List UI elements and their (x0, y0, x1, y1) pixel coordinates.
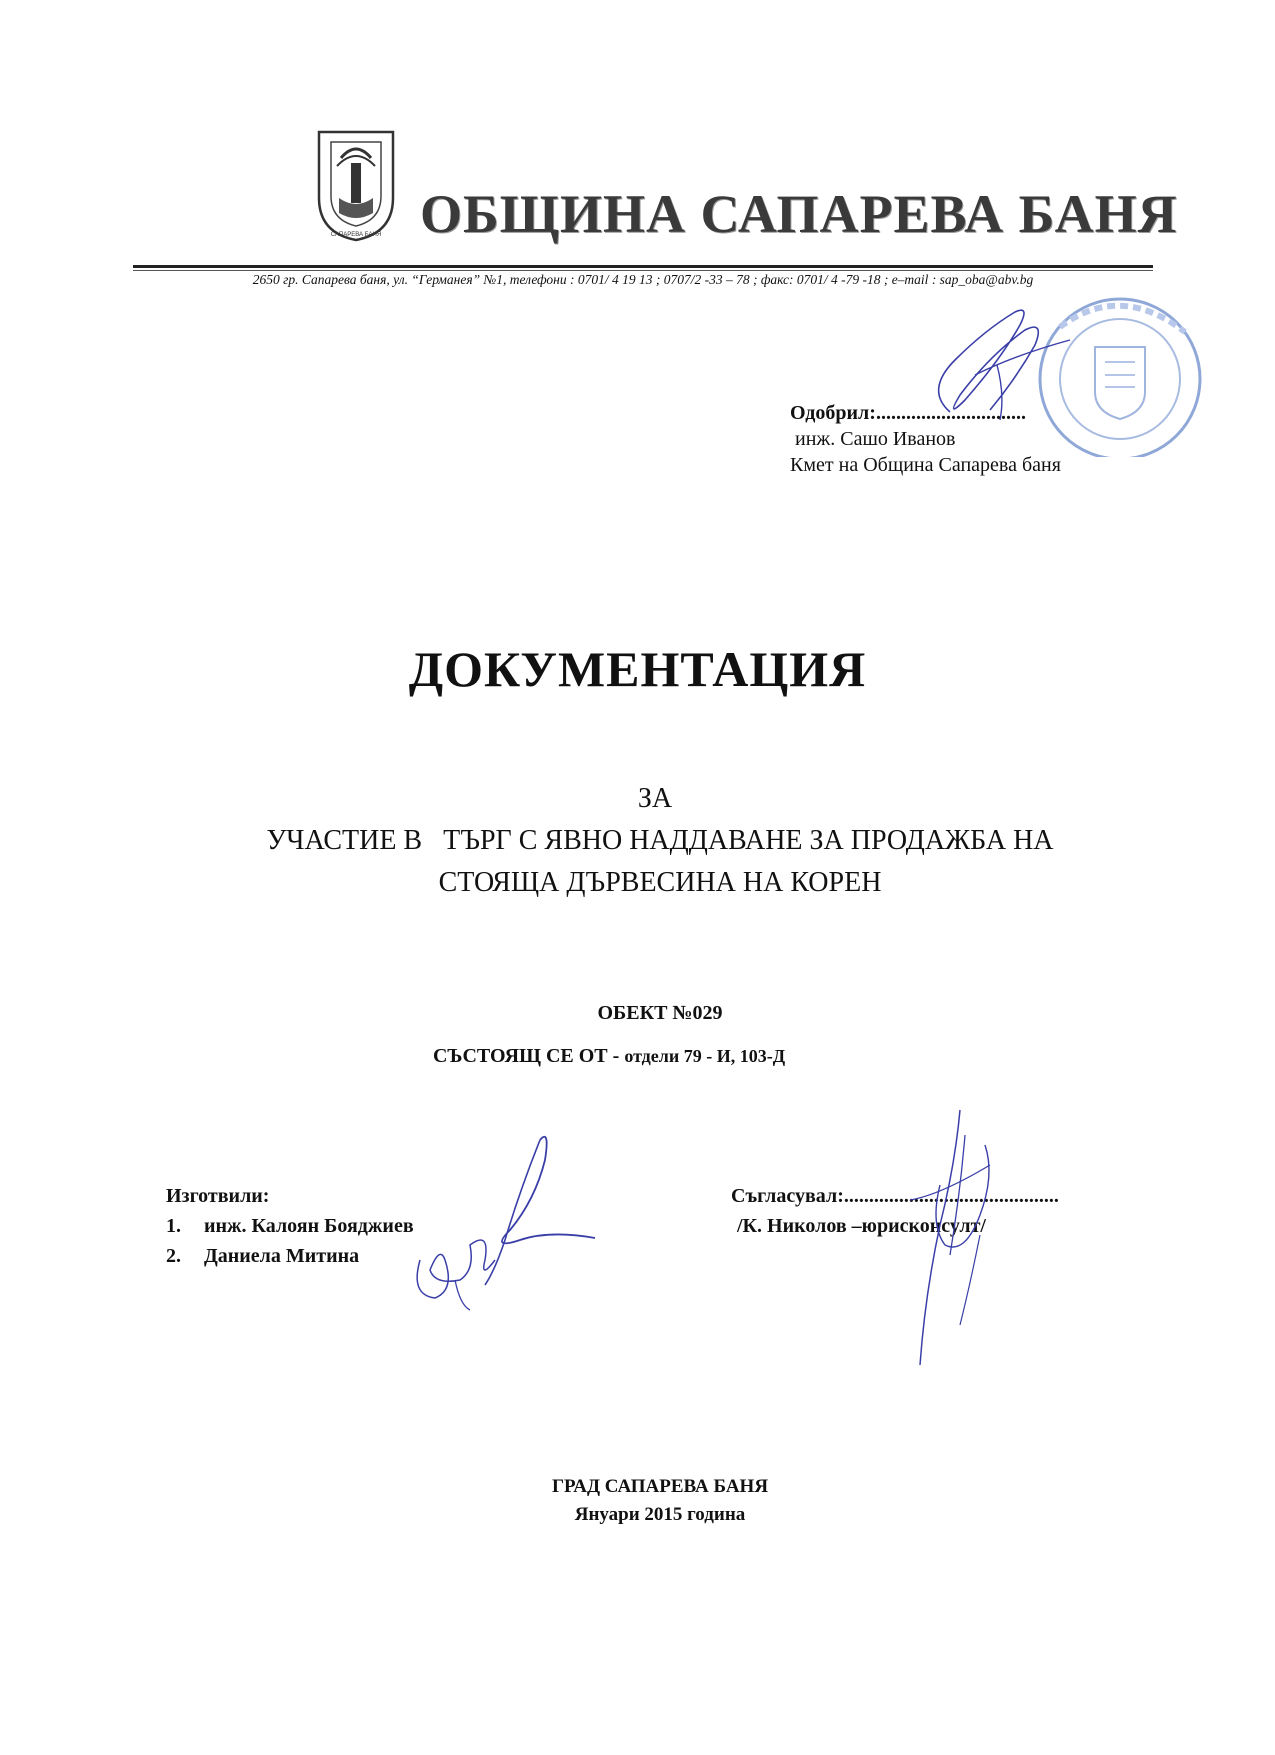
preparers-list (166, 1211, 414, 1271)
approval-label: Одобрил: (790, 402, 876, 424)
footer (0, 1473, 1275, 1529)
approval-dots: .............................. (875, 402, 1026, 424)
agreed-label: Съгласувал: (731, 1185, 844, 1207)
list-item (166, 1211, 414, 1241)
object-parts: отдели 79 - И, 103-Д (624, 1046, 786, 1066)
document-title: ДОКУМЕНТАЦИЯ (408, 641, 867, 697)
list-number: 2. (166, 1245, 181, 1267)
footer-date: Януари 2015 година (574, 1504, 746, 1525)
footer-city: ГРАД САПАРЕВА БАНЯ (551, 1476, 769, 1497)
purpose-line-1: УЧАСТИЕ В ТЪРГ С ЯВНО НАДДАВАНЕ ЗА ПРОДАЖБА НА (266, 825, 1054, 856)
preparer-name: Даниела Митина (204, 1245, 360, 1267)
purpose-line-2: СТОЯЩА ДЪРВЕСИНА НА КОРЕН (438, 867, 882, 898)
logo-text: САПАРЕВА БАНЯ (330, 232, 382, 238)
list-item (166, 1241, 414, 1271)
header-divider (133, 265, 1153, 268)
list-number: 1. (166, 1215, 181, 1237)
agreed-dots: ........................................... (843, 1185, 1059, 1207)
for-word: ЗА (637, 783, 673, 814)
purpose-text (170, 820, 1150, 904)
object-label: ОБЕКТ №029 (597, 1002, 723, 1024)
legal-advisor-signature (870, 1105, 1030, 1370)
prepared-by-block (166, 1181, 414, 1271)
approval-line (790, 400, 1061, 426)
contact-line: 2650 гр. Сапарева баня, ул. “Германея” №1, телефони : 0701/ 4 19 13 ; 0707/2 -33 – 78 ; факс: 0701/ 4 -79 -18 ; e–mail : sap_oba@abv.bg (252, 272, 1034, 287)
header-divider-thin (133, 270, 1153, 271)
municipality-crest-logo (311, 128, 401, 243)
consists-label: СЪСТОЯЩ СЕ ОТ - (433, 1045, 620, 1067)
object-composition (433, 1045, 785, 1068)
approval-block (790, 400, 1061, 478)
prepared-label: Изготвили: (166, 1185, 270, 1207)
preparer-signature (400, 1120, 600, 1320)
preparer-name: инж. Калоян Бояджиев (204, 1215, 414, 1237)
agreed-name: /К. Николов –юрисконсулт/ (737, 1215, 986, 1237)
approver-name: инж. Сашо Иванов (795, 428, 956, 450)
organization-name: ОБЩИНА САПАРЕВА БАНЯ (420, 184, 1178, 244)
approver-position: Кмет на Община Сапарева баня (790, 454, 1061, 476)
